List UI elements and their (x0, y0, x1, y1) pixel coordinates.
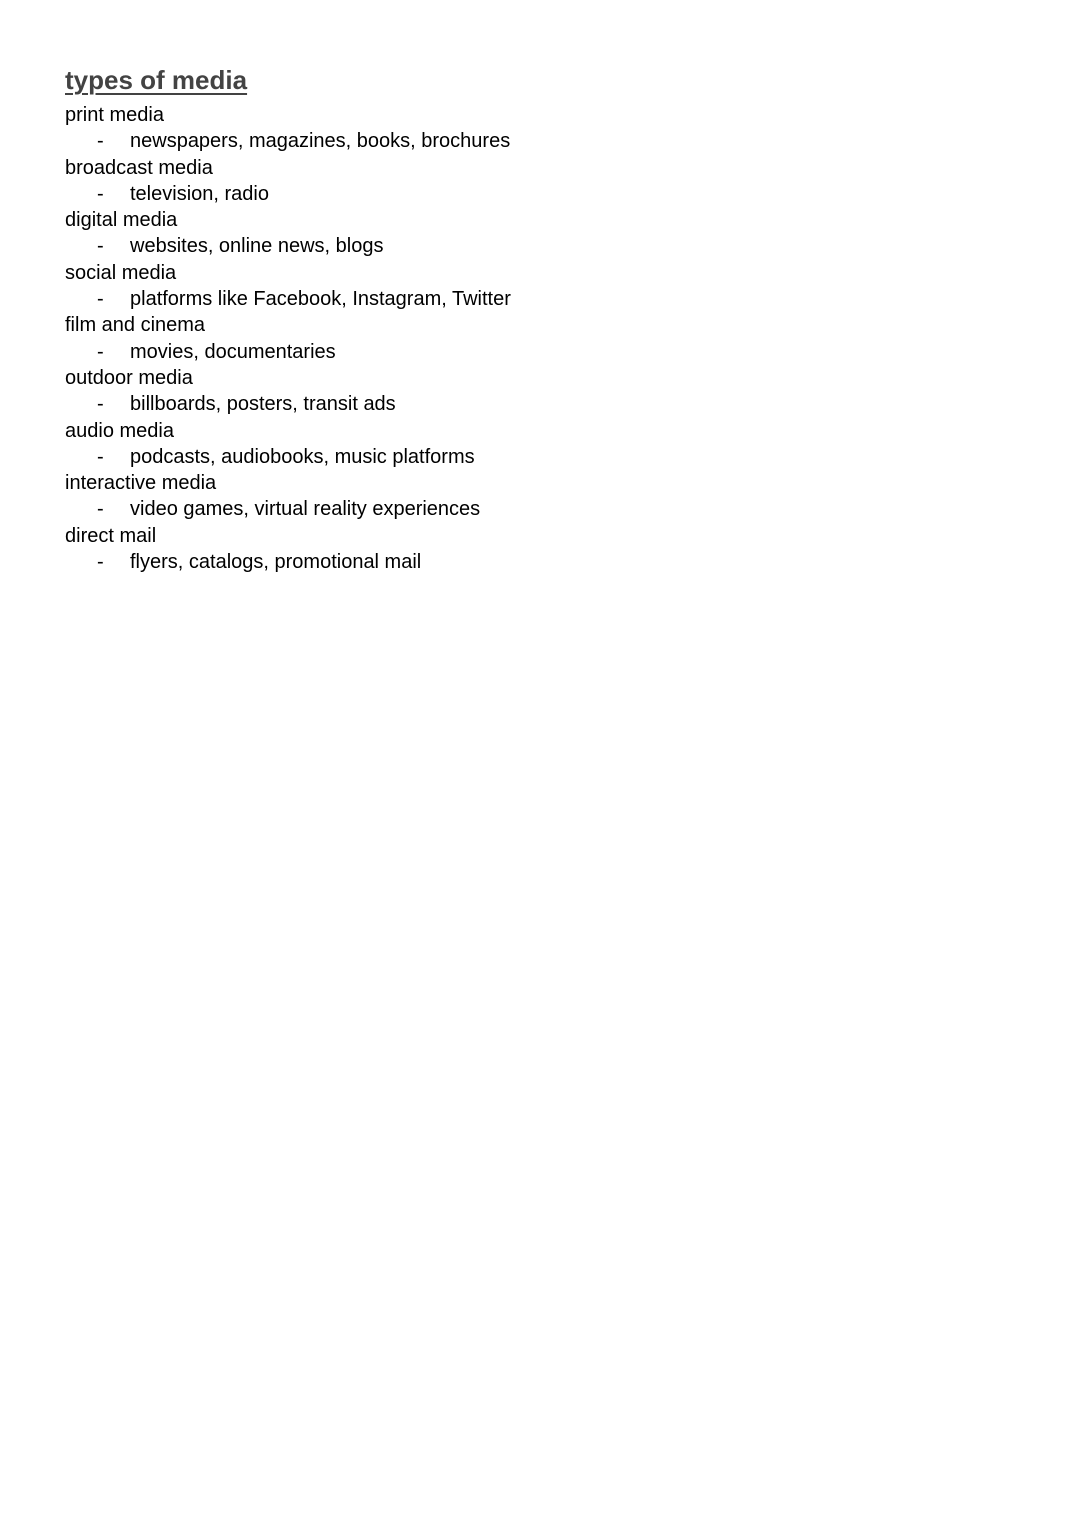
category-name: digital media (65, 209, 178, 232)
list-item (65, 207, 1025, 260)
list-item (65, 418, 1025, 471)
list-item (65, 312, 1025, 365)
category-examples: websites, online news, blogs (130, 235, 384, 258)
dash-bullet: - (97, 340, 104, 363)
example-row (65, 181, 1025, 207)
example-row (65, 549, 1025, 575)
dash-bullet: - (97, 182, 104, 205)
example-row (65, 444, 1025, 470)
category-name: outdoor media (65, 366, 193, 389)
example-row (65, 286, 1025, 312)
list-item (65, 102, 1025, 155)
category-examples: flyers, catalogs, promotional mail (130, 551, 422, 574)
category-examples: movies, documentaries (130, 340, 336, 363)
category-name: audio media (65, 419, 174, 442)
example-row (65, 339, 1025, 365)
category-examples: platforms like Facebook, Instagram, Twitter (130, 288, 511, 311)
page-title: types of media (65, 65, 248, 95)
category-name: direct mail (65, 524, 157, 547)
list-item (65, 365, 1025, 418)
category-examples: video games, virtual reality experiences (130, 498, 481, 521)
category-examples: billboards, posters, transit ads (130, 393, 396, 416)
example-row (65, 496, 1025, 522)
list-item (65, 523, 1025, 576)
dash-bullet: - (97, 288, 104, 311)
dash-bullet: - (97, 130, 104, 153)
category-examples: television, radio (130, 182, 269, 205)
list-item (65, 260, 1025, 313)
category-name: interactive media (65, 472, 217, 495)
category-examples: newspapers, magazines, books, brochures (130, 130, 511, 153)
category-name: broadcast media (65, 156, 213, 179)
category-name: social media (65, 261, 177, 284)
category-name: print media (65, 104, 164, 126)
example-row (65, 128, 1025, 154)
category-name: film and cinema (65, 314, 206, 337)
media-type-list (65, 102, 1025, 575)
category-examples: podcasts, audiobooks, music platforms (130, 445, 475, 468)
list-item (65, 470, 1025, 523)
dash-bullet: - (97, 551, 104, 574)
dash-bullet: - (97, 498, 104, 521)
example-row (65, 233, 1025, 259)
dash-bullet: - (97, 235, 104, 258)
dash-bullet: - (97, 445, 104, 468)
dash-bullet: - (97, 393, 104, 416)
list-item (65, 155, 1025, 208)
document-page (65, 62, 1025, 575)
example-row (65, 391, 1025, 417)
